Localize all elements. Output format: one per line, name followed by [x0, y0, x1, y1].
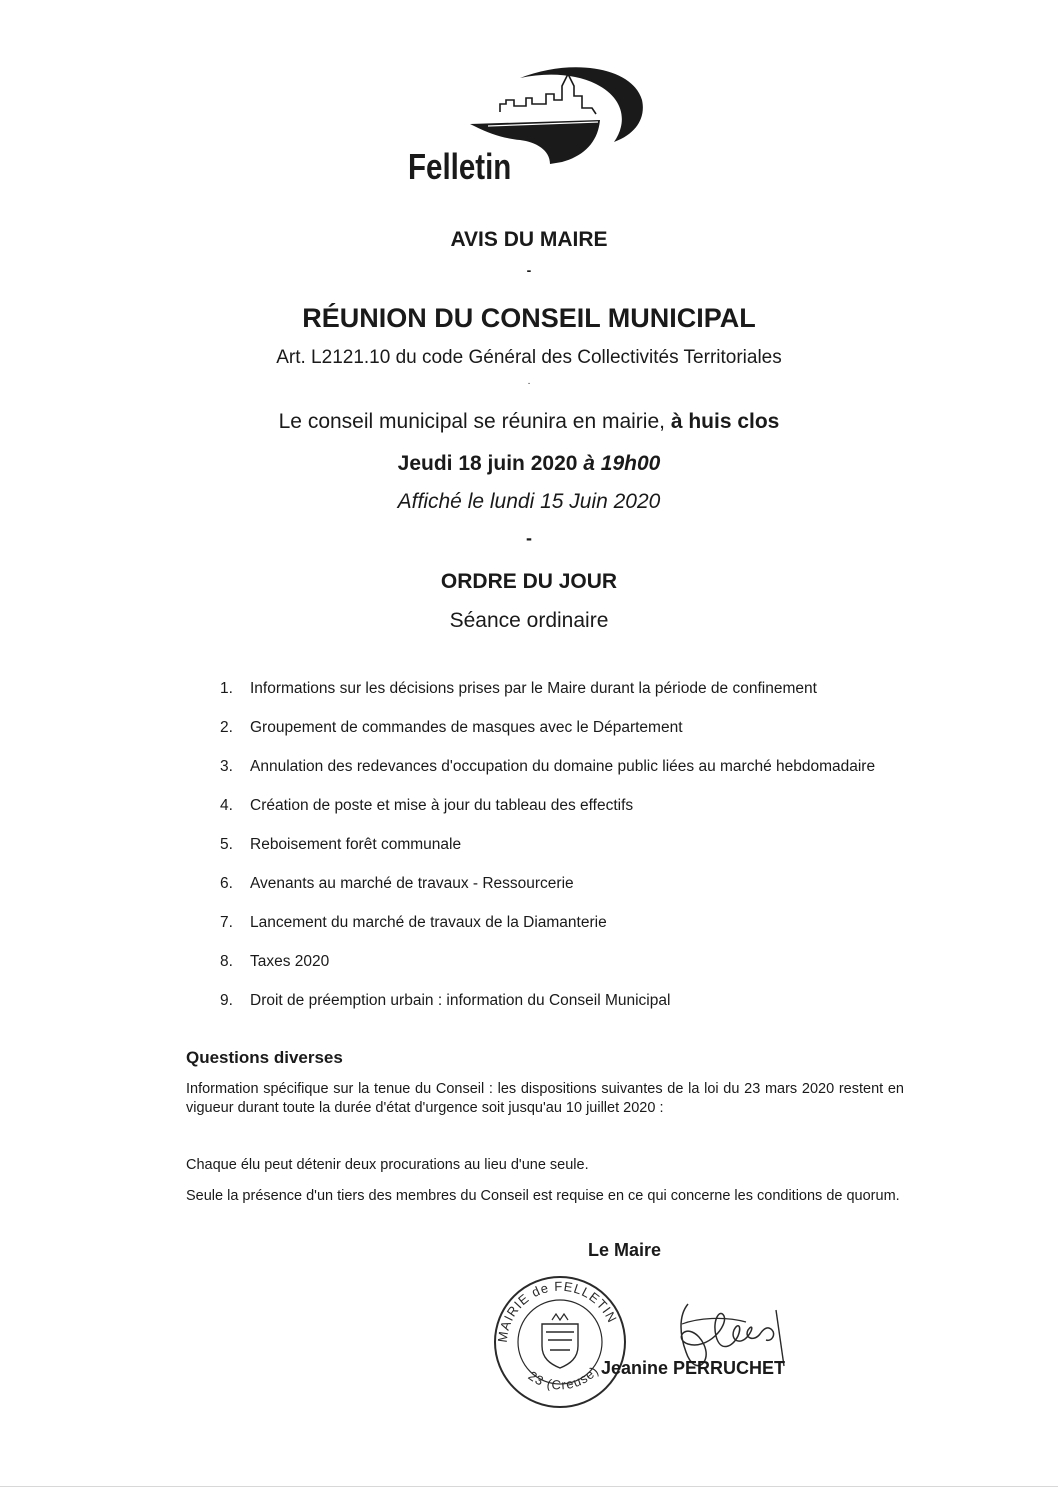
meeting-date [0, 452, 1058, 476]
agenda-item-text: Droit de préemption urbain : information du Conseil Municipal [250, 992, 671, 1009]
logo-town-silhouette [500, 74, 596, 114]
page-edge-line [0, 1486, 1058, 1487]
agenda-item-text: Lancement du marché de travaux de la Diamanterie [250, 914, 607, 931]
agenda-item [212, 795, 904, 817]
agenda-item [212, 990, 904, 1012]
agenda-item [212, 678, 904, 700]
session-type: Séance ordinaire [449, 609, 609, 632]
agenda-item-text: Informations sur les décisions prises par le Maire durant la période de confinement [250, 680, 817, 697]
signatory-role: Le Maire [588, 1240, 662, 1260]
meeting-time: à 19h00 [583, 452, 661, 475]
agenda-item [212, 873, 904, 895]
town-hall-stamp [490, 1272, 630, 1412]
agenda-item-number: 6. [220, 875, 233, 892]
legal-reference: Art. L2121.10 du code Général des Collectivités Territoriales [276, 347, 782, 368]
svg-text:MAIRIE de FELLETIN: MAIRIE de FELLETIN [494, 1278, 621, 1344]
agenda-item-number: 3. [220, 758, 233, 775]
agenda-item-number: 5. [220, 836, 233, 853]
separator: - [526, 262, 532, 278]
agenda-item [212, 717, 904, 739]
questions-paragraph: Information spécifique sur la tenue du Conseil : les dispositions suivantes de la loi du 23 mars 2020 restent en vigueur durant toute la durée d'état d'urgence soit jusqu'au 10 juillet 2020 : [186, 1081, 904, 1116]
agenda-item-text: Groupement de commandes de masques avec le Département [250, 719, 683, 736]
agenda-item-text: Taxes 2020 [250, 953, 330, 970]
agenda-item [212, 834, 904, 856]
agenda-title: ORDRE DU JOUR [440, 570, 618, 593]
questions-paragraph: Seule la présence d'un tiers des membres du Conseil est requise en ce qui concerne les conditions de quorum. [186, 1188, 900, 1204]
meeting-title: RÉUNION DU CONSEIL MUNICIPAL [302, 303, 756, 333]
agenda-item-text: Annulation des redevances d'occupation du domaine public liées au marché hebdomadaire [250, 758, 876, 775]
agenda-item-text: Reboisement forêt communale [250, 836, 462, 853]
meeting-day: Jeudi 18 juin 2020 [397, 452, 584, 475]
agenda-item [212, 756, 904, 778]
convocation-closed-session: à huis clos [670, 410, 780, 433]
posted-date: Affiché le lundi 15 Juin 2020 [397, 490, 661, 513]
agenda-item-number: 7. [220, 914, 233, 931]
logo-text: Felletin [408, 146, 512, 187]
agenda-item-number: 2. [220, 719, 233, 736]
notice-title: AVIS DU MAIRE [450, 228, 608, 251]
separator: - [526, 528, 532, 548]
signatory-name: Jeanine PERRUCHET [601, 1358, 786, 1378]
agenda-item-number: 8. [220, 953, 233, 970]
questions-title: Questions diverses [186, 1048, 343, 1067]
agenda-item-text: Création de poste et mise à jour du tableau des effectifs [250, 797, 634, 814]
agenda-item [212, 912, 904, 934]
agenda-item-text: Avenants au marché de travaux - Ressourcerie [250, 875, 574, 892]
convocation-line [0, 410, 1058, 434]
agenda-item-number: 9. [220, 992, 233, 1009]
agenda-item-number: 1. [220, 680, 233, 697]
agenda-list [212, 678, 904, 1012]
questions-paragraph: Chaque élu peut détenir deux procurations au lieu d'une seule. [186, 1157, 589, 1173]
small-mark: · [527, 378, 531, 389]
convocation-text: Le conseil municipal se réunira en mairie, [278, 410, 671, 433]
agenda-item-number: 4. [220, 797, 233, 814]
agenda-item [212, 951, 904, 973]
svg-text:23 (Creuse): 23 (Creuse) [525, 1362, 602, 1393]
